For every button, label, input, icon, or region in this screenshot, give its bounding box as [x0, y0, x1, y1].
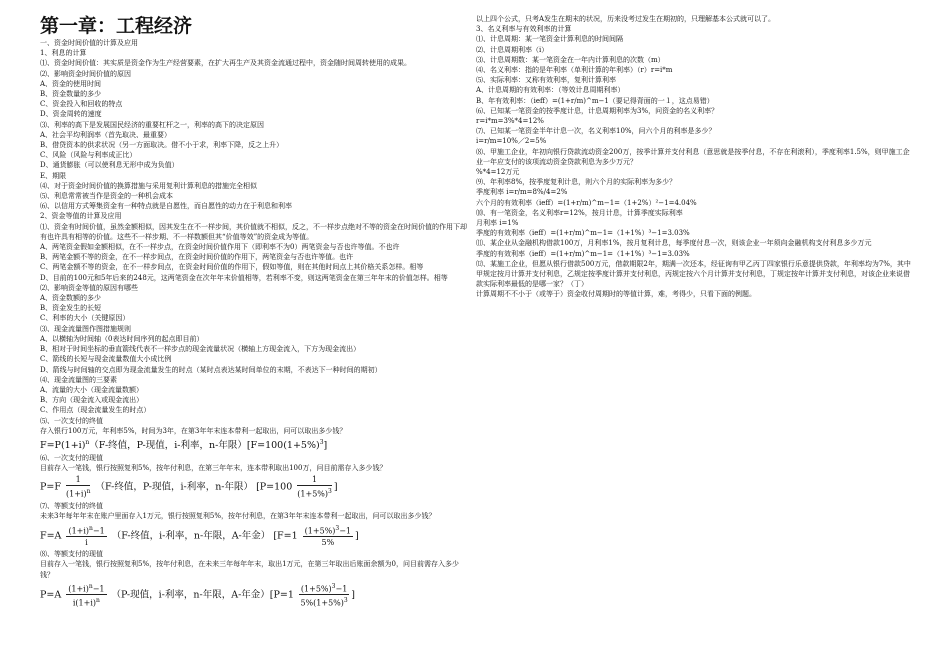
left-line: B、资金数量的多少	[40, 90, 102, 99]
left-line: A、两笔资金假如金额相似，在不一样步点，在资金时间价值作用下（即利率不为0）两笔资金与否也许等值。不也许	[40, 243, 400, 252]
left-line: C、两笔金额不等的资金，在不一样步间点，在资金时间价值的作用下，假如等值，则在其他时间点上其价格关系怎样。相等	[40, 263, 424, 272]
q7-question: 未来3年每年年末在账户里面存入1万元，银行按照复利5%，按年付利息，在第3年年末连本带利一起取出，问可以取出多少钱？	[40, 512, 436, 521]
right-line: ⑼、年利率8%，按季度复利计息，则六个月的实际利率为多少？	[476, 178, 677, 187]
right-line: ⑾、某企业从金融机构借款100万，月利率1%，按月复利计息，每季度付息一次，则该企业一年须向金融机构支付利息多少万元	[476, 239, 872, 248]
right-line: ⑺、已知某一笔资金半年计息一次，名义利率10%，问六个月的利率是多少？	[476, 127, 716, 136]
left-line: 1、利息的计算	[40, 49, 87, 58]
right-line: 季度的有效利率（ieff）=(1+r/m)^m−1=（1+1%）³−1=3.03%	[476, 229, 690, 238]
left-line: ⑷、对于资金时间价值的换算措施与采用复利计算利息的措施完全相似	[40, 181, 257, 190]
right-line: ⑵、计息周期利率（i）	[476, 45, 549, 54]
left-line: 2、资金等值的计算及应用	[40, 212, 122, 221]
left-line: C、资金投入和回收的特点	[40, 100, 123, 109]
right-text-block	[476, 14, 912, 300]
left-line: B、相对于时间坐标的垂直箭线代表不一样步点的现金流量状况（横轴上方现金流入，下方为现金流出）	[40, 345, 361, 354]
left-column	[40, 0, 472, 610]
page-title: 第一章：工程经济	[40, 15, 193, 37]
left-line: ⑸、利息常常被当作是资金的一种机会成本	[40, 192, 173, 201]
left-line: D、目前的100元和5年后来的248元，这两笔资金在次年年末价值相等，若利率不变，则这两笔资金在第三年年末的价值怎样。相等	[40, 273, 448, 282]
right-column	[476, 0, 912, 300]
right-line: 计算周期不不小于（或等于）资金收付周期时的等值计算，难，考得少，只看下面的例题。	[476, 290, 756, 299]
left-line: ⑹、以信用方式筹集资金有一种特点就是自愿性，而自愿性的动力在于利息和利率	[40, 202, 292, 211]
q7-title: ⑺、等额支付的终值	[40, 502, 103, 511]
right-line: ⑸、实际利率：又称有效利率，复利计算利率	[476, 76, 616, 85]
right-line: ⑻、甲施工企业，年初向银行贷款流动资金200万，按季计算并支付利息（意思就是按季付息，不存在利滚利），季度利率1.5%，则甲施工企业一年应支付的该项流动资金贷款利息为多少万元？	[476, 147, 910, 166]
formula-present-value-single: P=F $\frac{1}{(1+i)^n}$ （F-终值，P-现值，i-利率，n-年限） [P=100 $\frac{1}{(1+5\%)^3}$ ]	[40, 475, 338, 500]
formula-future-value-annuity: F=A $\frac{(1+i)^n-1}{i}$ （F-终值，i-利率，n-年限，A-年金） [F=1 $\frac{(1+5\%)^3-1}{5\%}$ ]	[40, 524, 359, 548]
left-line: ⑵、影响资金等值的原因有哪些	[40, 283, 138, 292]
left-line: A、以横轴为时间轴（0表达时间序列的起点即目前）	[40, 334, 204, 343]
right-line: 季度利率 i=r/m=8%/4=2%	[476, 188, 568, 197]
right-line: B、年有效利率：（ieff）=(1+r/m)^m−1（要记得背面的一１，这点易错）	[476, 96, 714, 105]
left-line: 一、资金时间价值的计算及应用	[40, 39, 138, 47]
left-line: 存入银行100万元，年利率5%，时间为3年，在第3年年末连本带利一起取出，问可以取出多少钱？	[40, 426, 347, 435]
right-line: ⑷、名义利率：指的是年利率（单利计算的年利率）（r）r=i*m	[476, 66, 673, 75]
formula-future-value-single: $F=P(1+i)^n(F-$终值，P-现值，i-利率，n-年限）$[F=100(1+5\%)^3]$	[40, 438, 328, 452]
left-line: ⑵、影响资金时间价值的原因	[40, 69, 131, 78]
right-line: A、计息周期的有效利率：（等效计息周期利率）	[476, 86, 625, 95]
q6-title: ⑹、一次支付的现值	[40, 454, 103, 463]
left-line: B、方向（现金流入或现金流出）	[40, 396, 144, 405]
right-line: ⑿、某施工企业，但愿从银行借款500万元，借款期限2年，期满一次还本，经征询有甲乙丙丁四家银行乐意提供贷款，年利率均为7%，其中甲规定按月计算并支付利息，乙规定按季度计算并支付利息，丙规定按六个月计算并支付利息，丁规定按年计算并支付利息，对该企业来说借款实际利率最低的是哪一家？（丁）	[476, 259, 911, 289]
left-line: C、利率的大小（关键原因）	[40, 314, 130, 323]
left-line: A、社会平均利润率（首先取决、最重要）	[40, 130, 172, 139]
left-line: C、箭线的长短与现金流量数值大小成比例	[40, 355, 172, 364]
left-line: B、两笔金额不等的资金，在不一样步间点，在资金时间价值的作用下，两笔资金与否也许等值。也许	[40, 253, 354, 262]
left-line: A、流量的大小（现金流量数额）	[40, 385, 144, 394]
left-line: B、资金发生的长短	[40, 304, 102, 313]
q8-question: 目前存入一笔钱，银行按照复利5%，按年付利息，在未来三年每年年末，取出1万元，在第三年取出后账面余额为0，问目前需存入多少钱？	[40, 560, 460, 579]
right-line: %*4=12万元	[476, 168, 520, 177]
q6-question: 目前存入一笔钱，银行按照复利5%，按年付利息，在第三年年末，连本带利取出100万，问目前需存入多少钱？	[40, 464, 387, 473]
right-line: r=i*m=3%*4=12%	[476, 117, 544, 126]
q8-title: ⑻、等额支付的现值	[40, 550, 103, 559]
left-line: B、借贷资本的供求状况（另一方面取决。借不小于求，利率下降，反之上升）	[40, 141, 284, 150]
left-line: ⑸、一次支付的终值	[40, 416, 103, 425]
left-line: C、作用点（现金流量发生的时点）	[40, 406, 151, 415]
left-line: C、风险（风险与利率成正比）	[40, 151, 137, 160]
left-line: ⑷、现金流量图的三要素	[40, 375, 117, 384]
left-line: A、资金数额的多少	[40, 294, 102, 303]
left-line: A、资金的使用时间	[40, 79, 102, 88]
right-line: ⑴、计息周期：某一笔资金计算利息的时间间隔	[476, 35, 623, 44]
right-line: 以上四个公式，只考A发生在期末的状况，历来没考过发生在期初的，只理解基本公式就可以了。	[476, 15, 776, 23]
formula-present-value-annuity: P=A $\frac{(1+i)^n-1}{i(1+i)^n}$ （P-现值，i-利率，n-年限，A-年金）[P=1 $\frac{(1+5\%)^3-1}{5\%(1+5\%)^3}$ ]	[40, 582, 355, 609]
right-line: ⑽、有一笔资金，名义利率r=12%，按月计息，计算季度实际利率	[476, 208, 683, 217]
left-line: D、通货膨胀（可以使利息无形中成为负值）	[40, 161, 179, 170]
right-line: 季度的有效利率（ieff）=(1+r/m)^m−1=（1+1%）³−1=3.03%	[476, 249, 690, 258]
left-line: D、资金周转的速度	[40, 110, 102, 119]
right-line: ⑹、已知某一笔资金的按季度计息，计息周期利率为3%，问资金的名义利率？	[476, 106, 719, 115]
right-line: 3、名义利率与有效利率的计算	[476, 25, 572, 34]
left-line: ⑶、现金流量图作图措施规则	[40, 324, 131, 333]
right-line: i=r/m=10%／2=5%	[476, 137, 547, 146]
left-line: ⑶、利率的高下是发展国民经济的重要杠杆之一，利率的高下的决定原因	[40, 120, 264, 129]
right-line: 月利率 i=1%	[476, 219, 519, 228]
left-line: ⑴、资金有时间价值，虽然金额相似，因其发生在不一样步间，其价值就不相似，反之，不一样步点绝对不等的资金在时间价值的作用下却有也许具有相等的价值。这些不一样步期、不一样数额但其“价值等效”的资金成为等值。	[40, 222, 467, 241]
left-line: D、箭线与时间轴的交点即为现金流量发生的时点（某时点表达某时间单位的末期，不表达下一种时间的期初）	[40, 365, 382, 374]
right-line: ⑶、计息周期数：某一笔资金在一年内计算利息的次数（m）	[476, 55, 665, 64]
right-line: 六个月的有效利率（ieff）=(1+r/m)^m−1=（1+2%）²−1=4.04%	[476, 198, 697, 207]
left-line: E、期限	[40, 171, 67, 180]
left-line: ⑴、资金时间价值：其实质是资金作为生产经营要素，在扩大再生产及其资金流通过程中，资金随时间周转使用的成果。	[40, 59, 411, 68]
left-text-block	[40, 38, 472, 436]
